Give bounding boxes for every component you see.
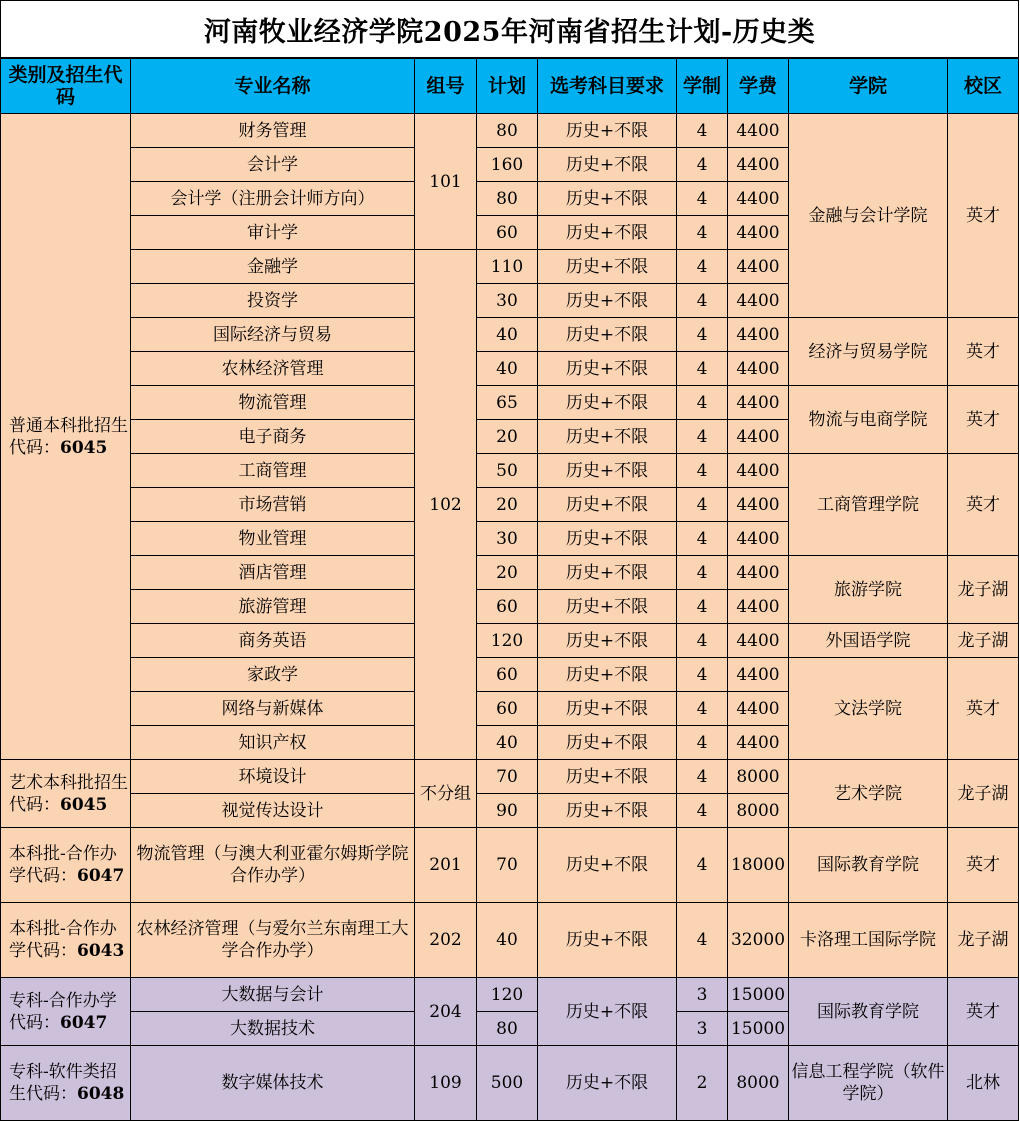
years-cell: 4	[677, 794, 728, 828]
group-cell: 201	[415, 828, 477, 903]
header-plan: 计划	[477, 59, 538, 114]
plan-cell: 80	[477, 114, 538, 148]
subject-cell: 历史+不限	[538, 1046, 677, 1121]
subject-cell: 历史+不限	[538, 760, 677, 794]
fee-cell: 4400	[728, 590, 789, 624]
subject-cell: 历史+不限	[538, 352, 677, 386]
category-label: 艺术本科批招生代码：	[9, 772, 128, 815]
campus-cell: 英才	[948, 318, 1019, 386]
plan-cell: 80	[477, 182, 538, 216]
major-cell: 物流管理	[131, 386, 415, 420]
major-cell: 会计学（注册会计师方向）	[131, 182, 415, 216]
header-major: 专业名称	[131, 59, 415, 114]
years-cell: 4	[677, 182, 728, 216]
years-cell: 3	[677, 978, 728, 1012]
college-cell: 艺术学院	[789, 760, 948, 828]
category-label: 专科-合作办学代码：	[9, 990, 117, 1033]
years-cell: 4	[677, 454, 728, 488]
plan-cell: 60	[477, 692, 538, 726]
header-subject: 选考科目要求	[538, 59, 677, 114]
years-cell: 4	[677, 216, 728, 250]
header-row	[1, 59, 1019, 114]
campus-cell: 英才	[948, 114, 1019, 318]
header-college: 学院	[789, 59, 948, 114]
fee-cell: 4400	[728, 182, 789, 216]
fee-cell: 4400	[728, 114, 789, 148]
subject-cell: 历史+不限	[538, 658, 677, 692]
category-zhuanke-hezuo	[1, 978, 131, 1046]
plan-cell: 40	[477, 726, 538, 760]
plan-cell: 120	[477, 978, 538, 1012]
fee-cell: 8000	[728, 760, 789, 794]
campus-cell: 英才	[948, 658, 1019, 760]
subject-cell: 历史+不限	[538, 420, 677, 454]
major-cell: 大数据与会计	[131, 978, 415, 1012]
subject-cell: 历史+不限	[538, 624, 677, 658]
subject-cell: 历史+不限	[538, 726, 677, 760]
plan-cell: 40	[477, 318, 538, 352]
major-cell: 农林经济管理	[131, 352, 415, 386]
category-label: 专科-软件类招生代码：	[9, 1062, 117, 1104]
subject-cell: 历史+不限	[538, 318, 677, 352]
fee-cell: 8000	[728, 794, 789, 828]
years-cell: 4	[677, 386, 728, 420]
major-cell: 财务管理	[131, 114, 415, 148]
subject-cell: 历史+不限	[538, 590, 677, 624]
subject-cell: 历史+不限	[538, 386, 677, 420]
years-cell: 4	[677, 828, 728, 903]
category-yishu	[1, 760, 131, 828]
subject-cell: 历史+不限	[538, 556, 677, 590]
college-cell: 外国语学院	[789, 624, 948, 658]
subject-cell: 历史+不限	[538, 794, 677, 828]
table-row	[1, 556, 1019, 590]
table-row	[1, 114, 1019, 148]
plan-cell: 30	[477, 522, 538, 556]
table-row	[1, 828, 1019, 903]
fee-cell: 15000	[728, 1012, 789, 1046]
table-row	[1, 658, 1019, 692]
header-group: 组号	[415, 59, 477, 114]
years-cell: 4	[677, 420, 728, 454]
subject-cell: 历史+不限	[538, 692, 677, 726]
fee-cell: 4400	[728, 148, 789, 182]
years-cell: 4	[677, 556, 728, 590]
subject-cell: 历史+不限	[538, 828, 677, 903]
fee-cell: 8000	[728, 1046, 789, 1121]
major-cell: 农林经济管理（与爱尔兰东南理工大学合作办学）	[131, 903, 415, 978]
plan-cell: 20	[477, 488, 538, 522]
college-cell: 信息工程学院（软件学院）	[789, 1046, 948, 1121]
major-cell: 旅游管理	[131, 590, 415, 624]
years-cell: 4	[677, 352, 728, 386]
table-row	[1, 318, 1019, 352]
college-cell: 国际教育学院	[789, 828, 948, 903]
years-cell: 2	[677, 1046, 728, 1121]
plan-cell: 110	[477, 250, 538, 284]
group-cell: 不分组	[415, 760, 477, 828]
subject-cell: 历史+不限	[538, 454, 677, 488]
category-putong	[1, 114, 131, 760]
subject-cell: 历史+不限	[538, 903, 677, 978]
fee-cell: 4400	[728, 420, 789, 454]
campus-cell: 英才	[948, 386, 1019, 454]
major-cell: 会计学	[131, 148, 415, 182]
category-code: 6045	[60, 437, 108, 458]
plan-cell: 50	[477, 454, 538, 488]
campus-cell: 英才	[948, 828, 1019, 903]
campus-cell: 龙子湖	[948, 760, 1019, 828]
subject-cell: 历史+不限	[538, 488, 677, 522]
fee-cell: 4400	[728, 352, 789, 386]
group-cell: 109	[415, 1046, 477, 1121]
plan-cell: 20	[477, 420, 538, 454]
campus-cell: 龙子湖	[948, 624, 1019, 658]
major-cell: 电子商务	[131, 420, 415, 454]
fee-cell: 4400	[728, 318, 789, 352]
campus-cell: 龙子湖	[948, 903, 1019, 978]
college-cell: 文法学院	[789, 658, 948, 760]
table-row	[1, 760, 1019, 794]
years-cell: 4	[677, 903, 728, 978]
table-row	[1, 978, 1019, 1012]
fee-cell: 4400	[728, 488, 789, 522]
years-cell: 3	[677, 1012, 728, 1046]
college-cell: 国际教育学院	[789, 978, 948, 1046]
campus-cell: 英才	[948, 454, 1019, 556]
fee-cell: 4400	[728, 692, 789, 726]
plan-cell: 120	[477, 624, 538, 658]
major-cell: 视觉传达设计	[131, 794, 415, 828]
college-cell: 金融与会计学院	[789, 114, 948, 318]
fee-cell: 4400	[728, 726, 789, 760]
major-cell: 商务英语	[131, 624, 415, 658]
major-cell: 审计学	[131, 216, 415, 250]
table-row	[1, 386, 1019, 420]
header-years: 学制	[677, 59, 728, 114]
years-cell: 4	[677, 624, 728, 658]
fee-cell: 4400	[728, 624, 789, 658]
major-cell: 数字媒体技术	[131, 1046, 415, 1121]
years-cell: 4	[677, 590, 728, 624]
major-cell: 知识产权	[131, 726, 415, 760]
subject-cell: 历史+不限	[538, 284, 677, 318]
plan-cell: 60	[477, 216, 538, 250]
major-cell: 酒店管理	[131, 556, 415, 590]
major-cell: 物流管理（与澳大利亚霍尔姆斯学院合作办学）	[131, 828, 415, 903]
college-cell: 工商管理学院	[789, 454, 948, 556]
major-cell: 家政学	[131, 658, 415, 692]
group-cell: 204	[415, 978, 477, 1046]
campus-cell: 北林	[948, 1046, 1019, 1121]
category-code: 6045	[60, 794, 108, 815]
fee-cell: 4400	[728, 216, 789, 250]
years-cell: 4	[677, 148, 728, 182]
years-cell: 4	[677, 760, 728, 794]
plan-cell: 160	[477, 148, 538, 182]
years-cell: 4	[677, 522, 728, 556]
category-zhuanke-ruanjian	[1, 1046, 131, 1121]
fee-cell: 4400	[728, 250, 789, 284]
subject-cell: 历史+不限	[538, 978, 677, 1046]
plan-cell: 40	[477, 903, 538, 978]
header-fee: 学费	[728, 59, 789, 114]
table-row	[1, 624, 1019, 658]
category-hezuo-6043	[1, 903, 131, 978]
years-cell: 4	[677, 114, 728, 148]
group-cell: 102	[415, 250, 477, 760]
category-code: 6047	[60, 1012, 108, 1033]
major-cell: 工商管理	[131, 454, 415, 488]
header-category: 类别及招生代码	[1, 59, 131, 114]
major-cell: 金融学	[131, 250, 415, 284]
plan-cell: 60	[477, 590, 538, 624]
years-cell: 4	[677, 726, 728, 760]
subject-cell: 历史+不限	[538, 216, 677, 250]
plan-cell: 65	[477, 386, 538, 420]
plan-cell: 60	[477, 658, 538, 692]
fee-cell: 15000	[728, 978, 789, 1012]
subject-cell: 历史+不限	[538, 522, 677, 556]
group-cell: 101	[415, 114, 477, 250]
category-code: 6047	[77, 866, 125, 886]
years-cell: 4	[677, 692, 728, 726]
fee-cell: 4400	[728, 454, 789, 488]
years-cell: 4	[677, 250, 728, 284]
plan-cell: 30	[477, 284, 538, 318]
college-cell: 物流与电商学院	[789, 386, 948, 454]
years-cell: 4	[677, 284, 728, 318]
fee-cell: 4400	[728, 556, 789, 590]
campus-cell: 龙子湖	[948, 556, 1019, 624]
table-row	[1, 903, 1019, 978]
plan-cell: 40	[477, 352, 538, 386]
major-cell: 国际经济与贸易	[131, 318, 415, 352]
plan-cell: 80	[477, 1012, 538, 1046]
subject-cell: 历史+不限	[538, 114, 677, 148]
plan-cell: 70	[477, 760, 538, 794]
major-cell: 投资学	[131, 284, 415, 318]
plan-cell: 70	[477, 828, 538, 903]
major-cell: 网络与新媒体	[131, 692, 415, 726]
years-cell: 4	[677, 318, 728, 352]
category-label: 普通本科批招生代码：	[9, 415, 128, 458]
admission-plan-table	[0, 58, 1019, 1121]
category-code: 6043	[77, 941, 125, 961]
years-cell: 4	[677, 658, 728, 692]
subject-cell: 历史+不限	[538, 250, 677, 284]
category-label: 本科批-合作办学代码：	[9, 844, 117, 886]
group-cell: 202	[415, 903, 477, 978]
table-row	[1, 454, 1019, 488]
college-cell: 旅游学院	[789, 556, 948, 624]
subject-cell: 历史+不限	[538, 182, 677, 216]
major-cell: 大数据技术	[131, 1012, 415, 1046]
header-campus: 校区	[948, 59, 1019, 114]
category-code: 6048	[77, 1084, 125, 1104]
major-cell: 市场营销	[131, 488, 415, 522]
college-cell: 卡洛理工国际学院	[789, 903, 948, 978]
plan-cell: 20	[477, 556, 538, 590]
campus-cell: 英才	[948, 978, 1019, 1046]
years-cell: 4	[677, 488, 728, 522]
category-label: 本科批-合作办学代码：	[9, 919, 117, 961]
college-cell: 经济与贸易学院	[789, 318, 948, 386]
plan-cell: 500	[477, 1046, 538, 1121]
fee-cell: 4400	[728, 658, 789, 692]
category-hezuo-6047	[1, 828, 131, 903]
fee-cell: 4400	[728, 386, 789, 420]
major-cell: 物业管理	[131, 522, 415, 556]
major-cell: 环境设计	[131, 760, 415, 794]
fee-cell: 32000	[728, 903, 789, 978]
subject-cell: 历史+不限	[538, 148, 677, 182]
fee-cell: 18000	[728, 828, 789, 903]
fee-cell: 4400	[728, 284, 789, 318]
plan-cell: 90	[477, 794, 538, 828]
fee-cell: 4400	[728, 522, 789, 556]
page-title: 河南牧业经济学院2025年河南省招生计划-历史类	[0, 0, 1019, 58]
table-row	[1, 1046, 1019, 1121]
